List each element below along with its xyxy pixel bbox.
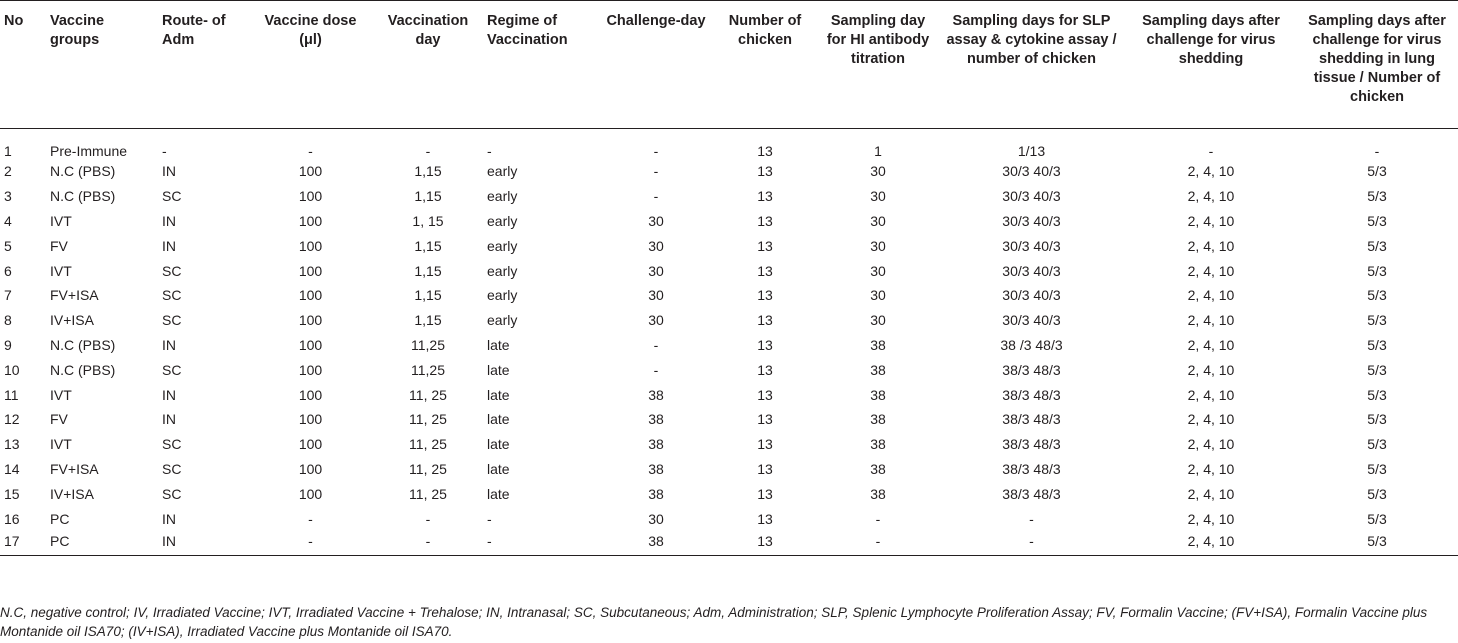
cell-vaccination-day: 11, 25	[409, 485, 447, 502]
cell-no: 13	[4, 436, 20, 453]
cell-vaccination-day: 1,15	[414, 163, 442, 180]
cell-vaccine-group: IVT	[50, 262, 72, 279]
cell-vaccination-day: 1, 15	[412, 212, 444, 229]
cell-regime: early	[487, 188, 518, 205]
cell-no: 8	[4, 312, 12, 329]
cell-vaccination-day: 11, 25	[409, 411, 447, 428]
cell-no: 4	[4, 212, 12, 229]
header-slp-sampling: Sampling days for SLP assay & cytokine assay / number of chicken	[937, 1, 1126, 129]
cell-number-of-chicken: 13	[757, 212, 773, 229]
cell-vaccination-day: 11,25	[411, 361, 445, 378]
cell-regime: early	[487, 163, 518, 180]
cell-regime: early	[487, 212, 518, 229]
table-row	[0, 129, 1458, 160]
cell-shedding-sampling: 2, 4, 10	[1187, 188, 1235, 205]
cell-vaccination-day: 1,15	[414, 262, 442, 279]
cell-route: IN	[162, 336, 176, 353]
table-row	[0, 357, 1458, 382]
header-hi-sampling: Sampling day for HI antibody titration	[819, 1, 937, 129]
cell-vaccination-day: 11, 25	[409, 436, 447, 453]
cell-lung-sampling: 5/3	[1367, 163, 1387, 180]
cell-number-of-chicken: 13	[711, 531, 819, 556]
cell-hi-sampling: 30	[870, 287, 886, 304]
cell-route: IN	[162, 510, 176, 527]
cell-vaccination-day: 11,25	[411, 336, 445, 353]
cell-no: 15	[4, 485, 20, 502]
cell-number-of-chicken: 13	[757, 361, 773, 378]
cell-hi-sampling: 30	[870, 212, 886, 229]
cell-regime: late	[487, 485, 510, 502]
cell-hi-sampling: 38	[870, 336, 886, 353]
cell-vaccine-group: IVT	[50, 436, 72, 453]
cell-hi-sampling: 38	[870, 386, 886, 403]
table-row	[0, 531, 1458, 556]
cell-dose: 100	[298, 262, 323, 279]
cell-number-of-chicken: 13	[757, 336, 773, 353]
cell-no: 2	[4, 163, 12, 180]
table-row	[0, 407, 1458, 432]
cell-lung-sampling: 5/3	[1367, 262, 1387, 279]
cell-vaccination-day: -	[373, 531, 483, 556]
cell-lung-sampling: 5/3	[1367, 460, 1387, 477]
cell-route: IN	[158, 531, 248, 556]
cell-hi-sampling: -	[819, 531, 937, 556]
cell-no: 3	[4, 188, 12, 205]
cell-lung-sampling: 5/3	[1367, 411, 1387, 428]
cell-hi-sampling: 38	[870, 460, 886, 477]
cell-dose: 100	[298, 237, 323, 254]
cell-shedding-sampling: 2, 4, 10	[1126, 531, 1296, 556]
cell-number-of-chicken: 13	[757, 386, 773, 403]
cell-dose: 100	[298, 411, 323, 428]
header-no: No	[0, 1, 46, 129]
header-shedding-sampling: Sampling days after challenge for virus shedding	[1126, 1, 1296, 129]
table-row	[0, 333, 1458, 358]
cell-vaccine-group: FV	[50, 237, 68, 254]
cell-no: 16	[4, 510, 20, 527]
cell-route: SC	[162, 287, 182, 304]
header-route: Route- of Adm	[158, 1, 248, 129]
cell-no: 5	[4, 237, 12, 254]
cell-no: 7	[4, 287, 12, 304]
cell-lung-sampling: 5/3	[1367, 485, 1387, 502]
cell-no: 6	[4, 262, 12, 279]
cell-vaccine-group: IVT	[50, 386, 72, 403]
cell-no: 14	[4, 460, 20, 477]
cell-hi-sampling: 30	[870, 163, 886, 180]
cell-vaccination-day: -	[425, 143, 431, 159]
cell-number-of-chicken: 13	[757, 436, 773, 453]
cell-slp-sampling: 1/13	[1017, 143, 1046, 159]
cell-lung-sampling: 5/3	[1367, 386, 1387, 403]
cell-number-of-chicken: 13	[757, 411, 773, 428]
header-vaccine-groups: Vaccine groups	[46, 1, 158, 129]
cell-shedding-sampling: 2, 4, 10	[1187, 361, 1235, 378]
cell-slp-sampling: 38/3 48/3	[1002, 485, 1061, 502]
cell-regime: early	[487, 287, 518, 304]
cell-no: 1	[4, 143, 12, 159]
cell-number-of-chicken: 13	[757, 163, 773, 180]
cell-lung-sampling: 5/3	[1296, 531, 1458, 556]
cell-no: 9	[4, 336, 12, 353]
table-row	[0, 233, 1458, 258]
cell-regime: late	[487, 411, 510, 428]
cell-dose: 100	[298, 188, 323, 205]
cell-slp-sampling: 30/3 40/3	[1002, 237, 1061, 254]
cell-route: SC	[162, 436, 182, 453]
cell-route: IN	[162, 386, 176, 403]
cell-slp-sampling: 38 /3 48/3	[1000, 336, 1063, 353]
cell-lung-sampling: -	[1374, 143, 1380, 159]
cell-vaccination-day: 1,15	[414, 312, 442, 329]
cell-dose: 100	[298, 485, 323, 502]
cell-challenge-day: 30	[648, 312, 664, 329]
cell-number-of-chicken: 13	[757, 287, 773, 304]
cell-shedding-sampling: 2, 4, 10	[1187, 262, 1235, 279]
cell-route: SC	[162, 262, 182, 279]
cell-vaccination-day: 11, 25	[409, 460, 447, 477]
table-footnote: N.C, negative control; IV, Irradiated Vaccine; IVT, Irradiated Vaccine + Trehalose; IN, Intranasal; SC, Subcutaneous; Adm, Administration; SLP, Splenic Lymphocyte Proliferation Assay; FV, Formalin Vaccine; (FV+ISA), Formalin Vaccine plus Montanide oil ISA70; (IV+ISA), Irradiated Vaccine plus Montanide oil ISA70.	[0, 605, 1428, 639]
cell-lung-sampling: 5/3	[1367, 287, 1387, 304]
cell-dose: -	[248, 531, 373, 556]
cell-slp-sampling: 30/3 40/3	[1002, 262, 1061, 279]
table-row	[0, 184, 1458, 209]
cell-challenge-day: 30	[648, 510, 664, 527]
cell-challenge-day: 38	[648, 460, 664, 477]
cell-no: 11	[4, 386, 19, 403]
cell-challenge-day: -	[653, 163, 659, 180]
cell-shedding-sampling: 2, 4, 10	[1187, 460, 1235, 477]
cell-number-of-chicken: 13	[757, 237, 773, 254]
cell-lung-sampling: 5/3	[1367, 212, 1387, 229]
cell-number-of-chicken: 13	[757, 485, 773, 502]
cell-slp-sampling: 30/3 40/3	[1002, 312, 1061, 329]
cell-challenge-day: -	[653, 188, 659, 205]
table-row	[0, 432, 1458, 457]
cell-route: SC	[162, 188, 182, 205]
cell-vaccine-group: FV	[50, 411, 68, 428]
cell-vaccine-group: N.C (PBS)	[50, 336, 116, 353]
table-row	[0, 209, 1458, 234]
cell-vaccine-group: FV+ISA	[50, 287, 99, 304]
cell-hi-sampling: 30	[870, 188, 886, 205]
cell-lung-sampling: 5/3	[1367, 361, 1387, 378]
cell-no: 17	[0, 531, 46, 556]
table-row	[0, 283, 1458, 308]
cell-challenge-day: 30	[648, 287, 664, 304]
cell-slp-sampling: 30/3 40/3	[1002, 188, 1061, 205]
cell-shedding-sampling: 2, 4, 10	[1187, 237, 1235, 254]
cell-lung-sampling: 5/3	[1367, 336, 1387, 353]
cell-vaccine-group: IV+ISA	[50, 312, 94, 329]
header-challenge-day: Challenge-day	[601, 1, 711, 129]
cell-dose: 100	[298, 386, 323, 403]
cell-regime: late	[487, 460, 510, 477]
table-row	[0, 457, 1458, 482]
cell-challenge-day: 38	[648, 436, 664, 453]
cell-slp-sampling: 30/3 40/3	[1002, 212, 1061, 229]
cell-challenge-day: -	[653, 143, 659, 159]
cell-vaccination-day: 1,15	[414, 287, 442, 304]
cell-vaccination-day: -	[425, 510, 431, 527]
cell-slp-sampling: 30/3 40/3	[1002, 287, 1061, 304]
cell-challenge-day: 30	[648, 237, 664, 254]
cell-vaccine-group: PC	[50, 510, 70, 527]
cell-vaccination-day: 11, 25	[409, 386, 447, 403]
cell-hi-sampling: 30	[870, 237, 886, 254]
cell-dose: 100	[298, 436, 323, 453]
cell-lung-sampling: 5/3	[1367, 510, 1387, 527]
cell-shedding-sampling: 2, 4, 10	[1187, 336, 1235, 353]
cell-hi-sampling: 38	[870, 361, 886, 378]
cell-vaccine-group: N.C (PBS)	[50, 361, 116, 378]
cell-challenge-day: -	[653, 336, 659, 353]
cell-route: SC	[162, 361, 182, 378]
cell-route: IN	[162, 163, 176, 180]
cell-slp-sampling: -	[937, 531, 1126, 556]
cell-dose: 100	[298, 336, 323, 353]
cell-dose: -	[308, 143, 313, 159]
header-dose: Vaccine dose (μl)	[248, 1, 373, 129]
cell-lung-sampling: 5/3	[1367, 436, 1387, 453]
cell-hi-sampling: 38	[870, 485, 886, 502]
cell-challenge-day: 38	[648, 386, 664, 403]
cell-route: IN	[162, 237, 176, 254]
cell-lung-sampling: 5/3	[1367, 237, 1387, 254]
table-row	[0, 308, 1458, 333]
cell-vaccine-group: N.C (PBS)	[50, 163, 116, 180]
cell-shedding-sampling: 2, 4, 10	[1187, 287, 1235, 304]
cell-vaccine-group: IV+ISA	[50, 485, 94, 502]
cell-shedding-sampling: 2, 4, 10	[1187, 485, 1235, 502]
cell-challenge-day: -	[653, 361, 659, 378]
header-regime: Regime of Vaccination	[483, 1, 601, 129]
cell-challenge-day: 38	[648, 411, 664, 428]
cell-hi-sampling: 30	[870, 312, 886, 329]
cell-shedding-sampling: 2, 4, 10	[1187, 411, 1235, 428]
cell-dose: 100	[298, 163, 323, 180]
header-row	[0, 1, 1458, 129]
cell-slp-sampling: 38/3 48/3	[1002, 386, 1061, 403]
cell-regime: late	[487, 361, 510, 378]
cell-number-of-chicken: 13	[757, 510, 773, 527]
table-row	[0, 382, 1458, 407]
cell-vaccination-day: 1,15	[414, 188, 442, 205]
cell-hi-sampling: 1	[874, 143, 882, 159]
cell-lung-sampling: 5/3	[1367, 188, 1387, 205]
cell-regime: late	[487, 336, 510, 353]
cell-lung-sampling: 5/3	[1367, 312, 1387, 329]
cell-vaccine-group: IVT	[50, 212, 72, 229]
cell-shedding-sampling: 2, 4, 10	[1187, 386, 1235, 403]
cell-regime: -	[483, 531, 601, 556]
cell-regime: early	[487, 312, 518, 329]
cell-route: -	[162, 143, 167, 159]
cell-dose: 100	[298, 212, 323, 229]
table-row	[0, 258, 1458, 283]
table-row	[0, 481, 1458, 506]
cell-hi-sampling: 30	[870, 262, 886, 279]
cell-shedding-sampling: -	[1208, 143, 1214, 159]
cell-slp-sampling: 30/3 40/3	[1002, 163, 1061, 180]
cell-no: 12	[4, 411, 20, 428]
cell-vaccine-group: Pre-Immune	[50, 143, 128, 159]
cell-number-of-chicken: 13	[757, 262, 773, 279]
cell-hi-sampling: 38	[870, 436, 886, 453]
cell-dose: 100	[298, 287, 323, 304]
cell-challenge-day: 38	[648, 485, 664, 502]
cell-no: 10	[4, 361, 20, 378]
cell-shedding-sampling: 2, 4, 10	[1187, 510, 1235, 527]
cell-slp-sampling: 38/3 48/3	[1002, 460, 1061, 477]
cell-dose: -	[308, 510, 313, 527]
cell-vaccine-group: PC	[46, 531, 158, 556]
cell-challenge-day: 30	[648, 212, 664, 229]
cell-dose: 100	[298, 361, 323, 378]
header-lung-sampling: Sampling days after challenge for virus shedding in lung tissue / Number of chicken	[1296, 1, 1458, 129]
cell-route: IN	[162, 212, 176, 229]
cell-shedding-sampling: 2, 4, 10	[1187, 163, 1235, 180]
cell-slp-sampling: -	[1029, 510, 1034, 527]
cell-number-of-chicken: 13	[757, 312, 773, 329]
cell-slp-sampling: 38/3 48/3	[1002, 411, 1061, 428]
cell-number-of-chicken: 13	[757, 143, 773, 159]
cell-route: SC	[162, 485, 182, 502]
cell-shedding-sampling: 2, 4, 10	[1187, 436, 1235, 453]
cell-shedding-sampling: 2, 4, 10	[1187, 212, 1235, 229]
cell-route: IN	[162, 411, 176, 428]
cell-regime: late	[487, 436, 510, 453]
cell-regime: -	[487, 143, 492, 159]
cell-regime: early	[487, 262, 518, 279]
cell-vaccine-group: FV+ISA	[50, 460, 99, 477]
cell-vaccination-day: 1,15	[414, 237, 442, 254]
cell-challenge-day: 30	[648, 262, 664, 279]
cell-route: SC	[162, 312, 182, 329]
table-row	[0, 506, 1458, 531]
cell-dose: 100	[298, 460, 323, 477]
cell-slp-sampling: 38/3 48/3	[1002, 361, 1061, 378]
cell-vaccine-group: N.C (PBS)	[50, 188, 116, 205]
cell-challenge-day: 38	[601, 531, 711, 556]
header-number-of-chicken: Number of chicken	[711, 1, 819, 129]
cell-dose: 100	[298, 312, 323, 329]
cell-route: SC	[162, 460, 182, 477]
cell-regime: early	[487, 237, 518, 254]
cell-number-of-chicken: 13	[757, 460, 773, 477]
header-vaccination-day: Vaccination day	[373, 1, 483, 129]
cell-regime: -	[487, 510, 492, 527]
table-row	[0, 159, 1458, 184]
cell-regime: late	[487, 386, 510, 403]
cell-shedding-sampling: 2, 4, 10	[1187, 312, 1235, 329]
cell-hi-sampling: -	[875, 510, 881, 527]
cell-hi-sampling: 38	[870, 411, 886, 428]
cell-number-of-chicken: 13	[757, 188, 773, 205]
cell-slp-sampling: 38/3 48/3	[1002, 436, 1061, 453]
